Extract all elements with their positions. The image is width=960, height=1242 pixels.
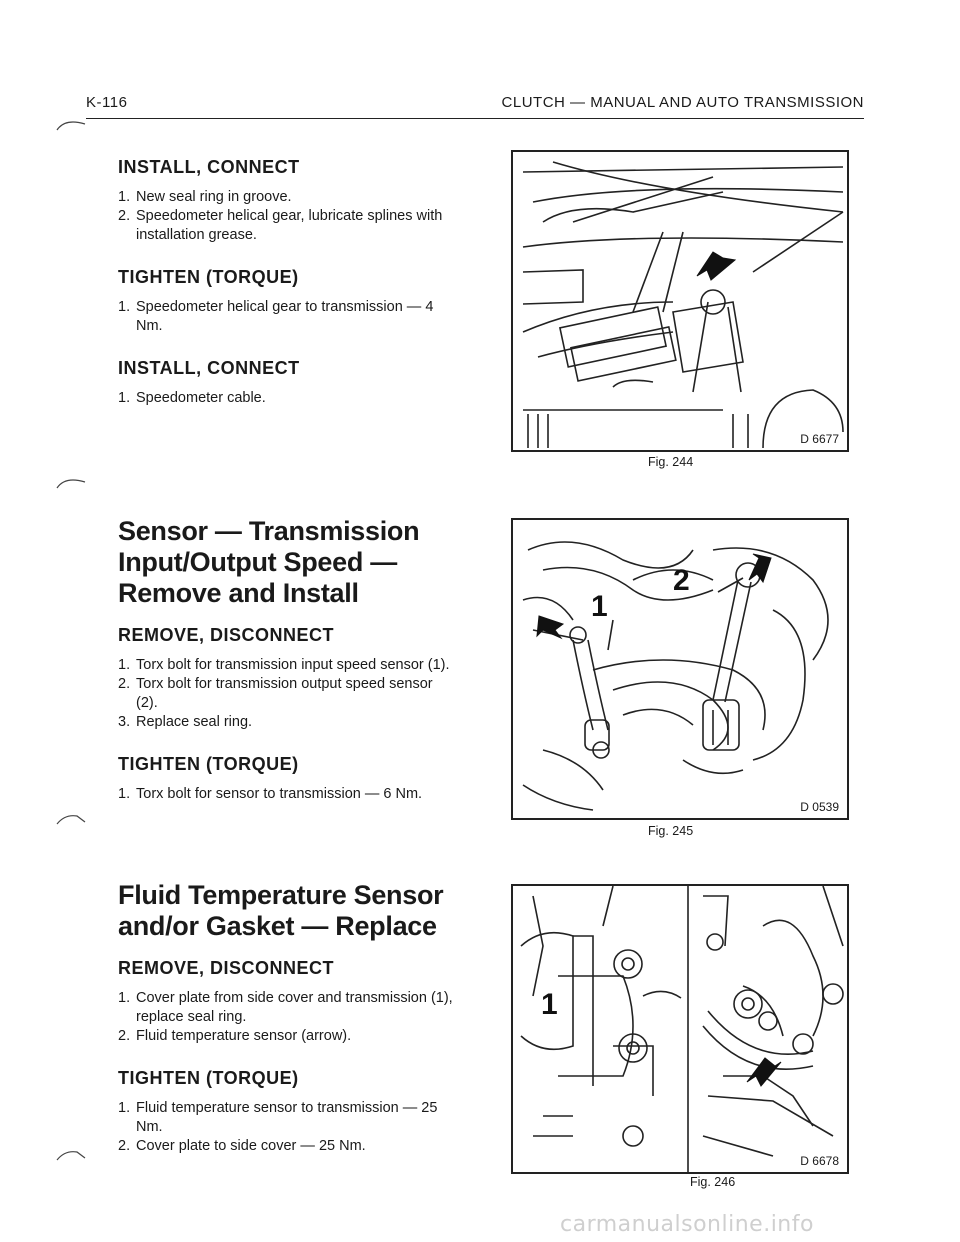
fluid-temp-sensor-illustration bbox=[513, 886, 847, 1172]
callout-label: 1 bbox=[541, 988, 558, 1021]
speed-sensors-illustration bbox=[513, 520, 847, 818]
step-item: 2. Cover plate to side cover — 25 Nm. bbox=[118, 1138, 366, 1154]
callout-label: 2 bbox=[673, 564, 690, 597]
step-list bbox=[118, 188, 458, 245]
figure-caption: Fig. 245 bbox=[648, 824, 694, 838]
section-speed-sensor bbox=[118, 516, 458, 826]
page-number: K-116 bbox=[86, 94, 128, 111]
section-heading: REMOVE, DISCONNECT bbox=[118, 625, 335, 645]
page-header bbox=[86, 94, 864, 119]
step-list bbox=[118, 656, 458, 732]
section-heading: INSTALL, CONNECT bbox=[118, 157, 300, 177]
figure-caption: Fig. 246 bbox=[690, 1175, 736, 1189]
figure-caption: Fig. 244 bbox=[648, 455, 694, 469]
section-heading: TIGHTEN (TORQUE) bbox=[118, 267, 299, 287]
figure-code: D 6677 bbox=[800, 432, 839, 446]
step-item: 1. Speedometer cable. bbox=[118, 390, 266, 406]
figure-244-speedometer-gear bbox=[511, 150, 849, 452]
margin-mark bbox=[55, 812, 91, 826]
step-item: 2. Fluid temperature sensor (arrow). bbox=[118, 1028, 352, 1044]
section-title: Sensor — Transmission Input/Output Speed — Remove and Install bbox=[118, 516, 420, 608]
section-heading: INSTALL, CONNECT bbox=[118, 358, 300, 378]
callout-label: 1 bbox=[591, 590, 608, 623]
section-heading: TIGHTEN (TORQUE) bbox=[118, 1068, 299, 1088]
step-list bbox=[118, 989, 458, 1046]
watermark: carmanualsonline.info bbox=[560, 1212, 814, 1237]
margin-mark bbox=[55, 118, 91, 132]
step-item: 1. New seal ring in groove. bbox=[118, 189, 292, 205]
section-speedometer bbox=[118, 157, 458, 430]
speedometer-gear-illustration bbox=[513, 152, 847, 450]
step-item: 1. Torx bolt for transmission input speed sensor (1). bbox=[118, 657, 450, 673]
section-heading: REMOVE, DISCONNECT bbox=[118, 958, 335, 978]
step-list bbox=[118, 785, 458, 804]
section-fluid-temp-sensor bbox=[118, 880, 458, 1178]
step-item: 3. Replace seal ring. bbox=[118, 714, 253, 730]
step-item: 2. Torx bolt for transmission output speed sensor (2). bbox=[118, 676, 433, 711]
step-item: 1. Fluid temperature sensor to transmission — 25 Nm. bbox=[118, 1100, 438, 1135]
figure-245-speed-sensors bbox=[511, 518, 849, 820]
step-list bbox=[118, 1099, 458, 1156]
step-item: 1. Cover plate from side cover and transmission (1), replace seal ring. bbox=[118, 990, 453, 1025]
margin-mark bbox=[55, 1148, 91, 1162]
figure-code: D 0539 bbox=[800, 800, 839, 814]
figure-code: D 6678 bbox=[800, 1154, 839, 1168]
step-item: 1. Torx bolt for sensor to transmission — 6 Nm. bbox=[118, 786, 423, 802]
section-heading: TIGHTEN (TORQUE) bbox=[118, 754, 299, 774]
figure-246-fluid-temp-sensor bbox=[511, 884, 849, 1174]
section-title: Fluid Temperature Sensor and/or Gasket — Replace bbox=[118, 880, 444, 941]
step-item: 1. Speedometer helical gear to transmission — 4 Nm. bbox=[118, 299, 434, 334]
step-item: 2. Speedometer helical gear, lubricate splines with installation grease. bbox=[118, 208, 443, 243]
step-list bbox=[118, 389, 458, 408]
chapter-title: CLUTCH — MANUAL AND AUTO TRANSMISSION bbox=[501, 94, 864, 111]
margin-mark bbox=[55, 476, 91, 490]
step-list bbox=[118, 298, 458, 336]
